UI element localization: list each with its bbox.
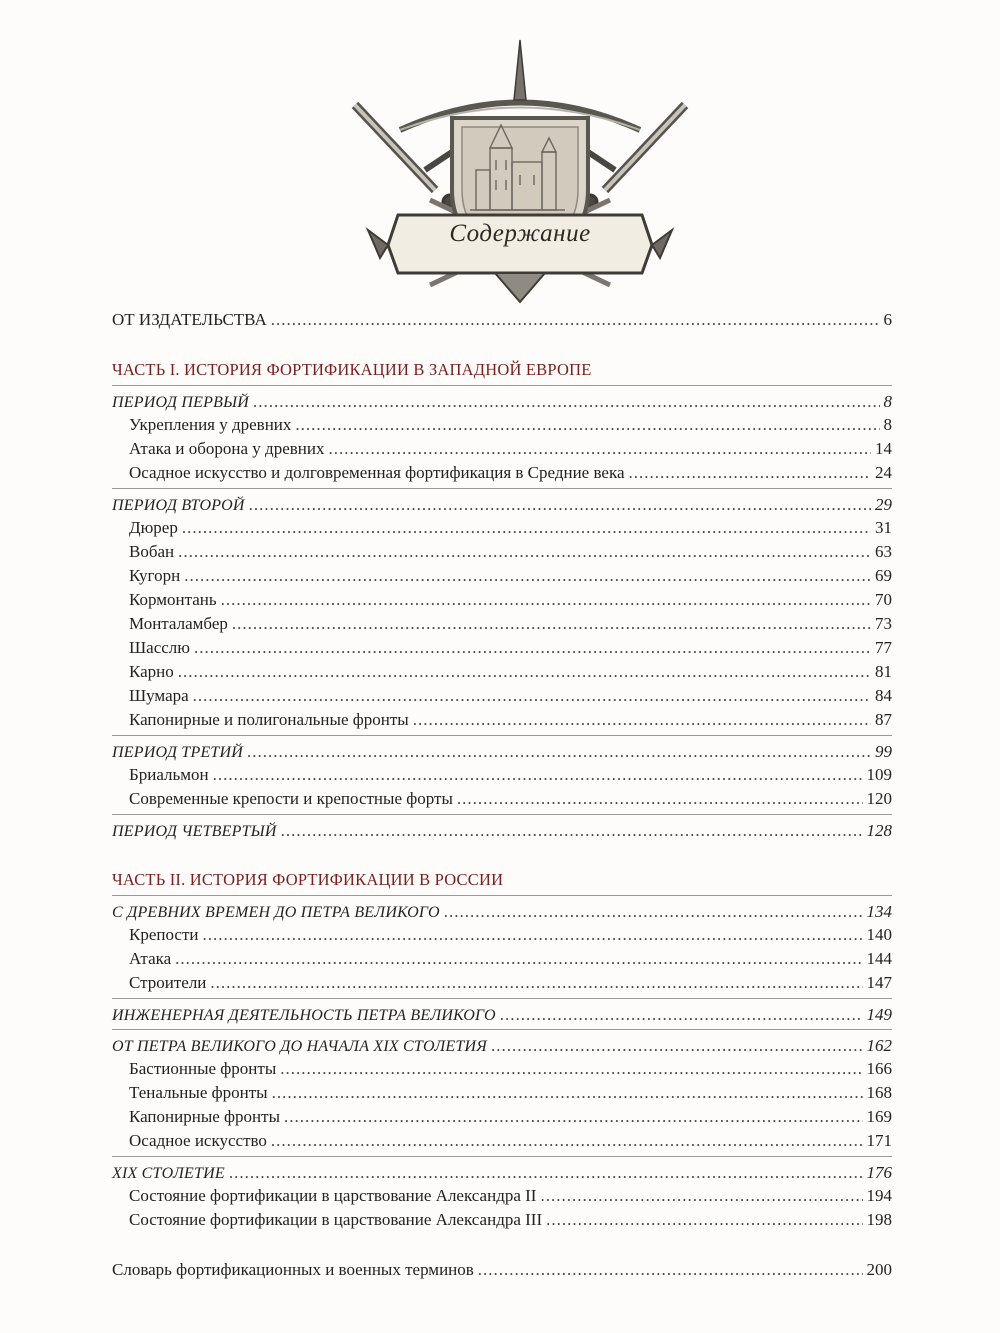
entry-title: Шумара xyxy=(129,686,189,705)
entry-title: Кормонтань xyxy=(129,590,217,609)
dot-leader xyxy=(232,612,871,636)
spacer xyxy=(112,842,892,868)
toc-period-entry[interactable] xyxy=(112,1029,892,1057)
entry-title: Карно xyxy=(129,662,174,681)
toc-period-entry[interactable] xyxy=(112,895,892,923)
entry-title: ИНЖЕНЕРНАЯ ДЕЯТЕЛЬНОСТЬ ПЕТРА ВЕЛИКОГО xyxy=(112,1007,496,1024)
page-number: 176 xyxy=(866,1163,892,1182)
toc-period-entry[interactable] xyxy=(112,1156,892,1184)
page-number: 149 xyxy=(866,1005,892,1024)
page-number: 69 xyxy=(875,566,892,585)
page-number: 134 xyxy=(866,902,892,921)
page-number: 194 xyxy=(866,1186,892,1205)
page-number: 162 xyxy=(866,1036,892,1055)
entry-title: Капонирные фронты xyxy=(129,1107,281,1126)
dot-leader xyxy=(221,588,871,612)
toc-sub-entry[interactable] xyxy=(112,947,892,971)
toc-sub-entry[interactable] xyxy=(112,413,892,437)
toc-period-entry[interactable] xyxy=(112,998,892,1026)
dot-leader xyxy=(491,1034,863,1058)
dot-leader xyxy=(280,1057,862,1081)
entry-title: XIX СТОЛЕТИЕ xyxy=(112,1165,225,1182)
page-number: 73 xyxy=(875,614,892,633)
dot-leader xyxy=(182,516,871,540)
dot-leader xyxy=(500,1003,863,1027)
entry-title: Атака xyxy=(129,949,172,968)
page-number: 169 xyxy=(866,1107,892,1126)
dot-leader xyxy=(253,390,880,414)
page-number: 128 xyxy=(866,821,892,840)
page-number: 144 xyxy=(866,949,892,968)
toc-sub-entry[interactable] xyxy=(112,461,892,485)
dot-leader xyxy=(629,461,872,485)
toc-sub-entry[interactable] xyxy=(112,1208,892,1232)
toc-sub-entry[interactable] xyxy=(112,1105,892,1129)
toc-sub-entry[interactable] xyxy=(112,437,892,461)
dot-leader xyxy=(229,1161,863,1185)
entry-title: Бриальмон xyxy=(129,765,209,784)
toc-sub-entry[interactable] xyxy=(112,1081,892,1105)
entry-title: Атака и оборона у древних xyxy=(129,439,325,458)
entry-title: Состояние фортификации в царствование Александра II xyxy=(129,1186,537,1205)
dot-leader xyxy=(213,763,863,787)
page-number: 198 xyxy=(866,1210,892,1229)
toc-sub-entry[interactable] xyxy=(112,684,892,708)
contents-title: Содержание xyxy=(449,220,591,247)
toc-period-entry[interactable] xyxy=(112,735,892,763)
toc-sub-entry[interactable] xyxy=(112,540,892,564)
toc-sub-entry[interactable] xyxy=(112,564,892,588)
table-of-contents xyxy=(112,308,892,1282)
entry-title: Бастионные фронты xyxy=(129,1059,277,1078)
dot-leader xyxy=(328,437,871,461)
dot-leader xyxy=(444,900,863,924)
toc-sub-entry[interactable] xyxy=(112,787,892,811)
toc-sub-entry[interactable] xyxy=(112,1057,892,1081)
page-number: 8 xyxy=(883,415,892,434)
entry-title: Дюрер xyxy=(129,518,178,537)
page-number: 84 xyxy=(875,686,892,705)
dot-leader xyxy=(478,1258,863,1282)
entry-title: Осадное искусство xyxy=(129,1131,267,1150)
page-number: 8 xyxy=(883,392,892,411)
toc-sub-entry[interactable] xyxy=(112,660,892,684)
page-number: 87 xyxy=(875,710,892,729)
entry-title: Состояние фортификации в царствование Александра III xyxy=(129,1210,543,1229)
page-number: 14 xyxy=(875,439,892,458)
toc-sub-entry[interactable] xyxy=(112,1129,892,1153)
page-number: 6 xyxy=(883,310,892,329)
page-number: 147 xyxy=(866,973,892,992)
toc-period-entry[interactable] xyxy=(112,385,892,413)
entry-title: ОТ ПЕТРА ВЕЛИКОГО ДО НАЧАЛА XIX СТОЛЕТИЯ xyxy=(112,1038,487,1055)
toc-sub-entry[interactable] xyxy=(112,588,892,612)
toc-sub-entry[interactable] xyxy=(112,763,892,787)
dot-leader xyxy=(271,1129,863,1153)
page-number: 24 xyxy=(875,463,892,482)
dot-leader xyxy=(247,740,871,764)
dot-leader xyxy=(413,708,871,732)
entry-title: Кугорн xyxy=(129,566,181,585)
dot-leader xyxy=(457,787,863,811)
toc-period-entry[interactable] xyxy=(112,488,892,516)
page-number: 81 xyxy=(875,662,892,681)
dot-leader xyxy=(202,923,862,947)
dot-leader xyxy=(184,564,871,588)
page-number: 31 xyxy=(875,518,892,537)
page-number: 168 xyxy=(866,1083,892,1102)
dot-leader xyxy=(175,947,862,971)
page-number: 140 xyxy=(866,925,892,944)
page-number: 166 xyxy=(866,1059,892,1078)
part-heading-2: ЧАСТЬ II. ИСТОРИЯ ФОРТИФИКАЦИИ В РОССИИ xyxy=(112,870,504,889)
page-number: 77 xyxy=(875,638,892,657)
entry-title: ПЕРИОД ТРЕТИЙ xyxy=(112,744,244,761)
entry-title: Шасслю xyxy=(129,638,190,657)
entry-title: С ДРЕВНИХ ВРЕМЕН ДО ПЕТРА ВЕЛИКОГО xyxy=(112,904,440,921)
crossed-swords-shield-icon xyxy=(340,30,700,305)
toc-sub-entry[interactable] xyxy=(112,708,892,732)
toc-period-entry[interactable] xyxy=(112,814,892,842)
entry-title: Тенальные фронты xyxy=(129,1083,268,1102)
dot-leader xyxy=(178,540,871,564)
dot-leader xyxy=(272,1081,863,1105)
page-number: 171 xyxy=(866,1131,892,1150)
entry-title: Словарь фортификационных и военных терминов xyxy=(112,1260,474,1279)
dot-leader xyxy=(281,819,863,843)
toc-sub-entry[interactable] xyxy=(112,923,892,947)
entry-title: ПЕРИОД ЧЕТВЕРТЫЙ xyxy=(112,823,277,840)
dot-leader xyxy=(210,971,862,995)
toc-sub-entry[interactable] xyxy=(112,612,892,636)
entry-title: Строители xyxy=(129,973,207,992)
dot-leader xyxy=(194,636,871,660)
entry-title: Капонирные и полигональные фронты xyxy=(129,710,409,729)
dot-leader xyxy=(271,308,880,332)
entry-title: Современные крепости и крепостные форты xyxy=(129,789,453,808)
entry-title: ПЕРИОД ВТОРОЙ xyxy=(112,497,245,514)
page-number: 200 xyxy=(866,1260,892,1279)
toc-entry-glossary[interactable] xyxy=(112,1258,892,1282)
page-number: 70 xyxy=(875,590,892,609)
dot-leader xyxy=(284,1105,862,1129)
toc-sub-entry[interactable] xyxy=(112,636,892,660)
page-number: 109 xyxy=(866,765,892,784)
dot-leader xyxy=(295,413,879,437)
entry-title: Укрепления у древних xyxy=(129,415,292,434)
contents-emblem xyxy=(340,30,700,305)
dot-leader xyxy=(540,1184,862,1208)
toc-sub-entry[interactable] xyxy=(112,1184,892,1208)
dot-leader xyxy=(249,493,871,517)
dot-leader xyxy=(178,660,871,684)
entry-title: Крепости xyxy=(129,925,199,944)
page-number: 63 xyxy=(875,542,892,561)
entry-title: Осадное искусство и долговременная фортификация в Средние века xyxy=(129,463,625,482)
toc-sub-entry[interactable] xyxy=(112,516,892,540)
spacer xyxy=(112,332,892,358)
page-number: 99 xyxy=(875,742,892,761)
page-number: 120 xyxy=(866,789,892,808)
spacer xyxy=(112,1232,892,1258)
dot-leader xyxy=(546,1208,862,1232)
entry-title: Вобан xyxy=(129,542,175,561)
entry-title: ПЕРИОД ПЕРВЫЙ xyxy=(112,394,249,411)
entry-title: ОТ ИЗДАТЕЛЬСТВА xyxy=(112,310,267,329)
part-heading-1: ЧАСТЬ I. ИСТОРИЯ ФОРТИФИКАЦИИ В ЗАПАДНОЙ ЕВРОПЕ xyxy=(112,360,592,379)
dot-leader xyxy=(193,684,871,708)
entry-title: Монталамбер xyxy=(129,614,228,633)
toc-sub-entry[interactable] xyxy=(112,971,892,995)
page-number: 29 xyxy=(875,495,892,514)
toc-entry-intro[interactable] xyxy=(112,308,892,332)
